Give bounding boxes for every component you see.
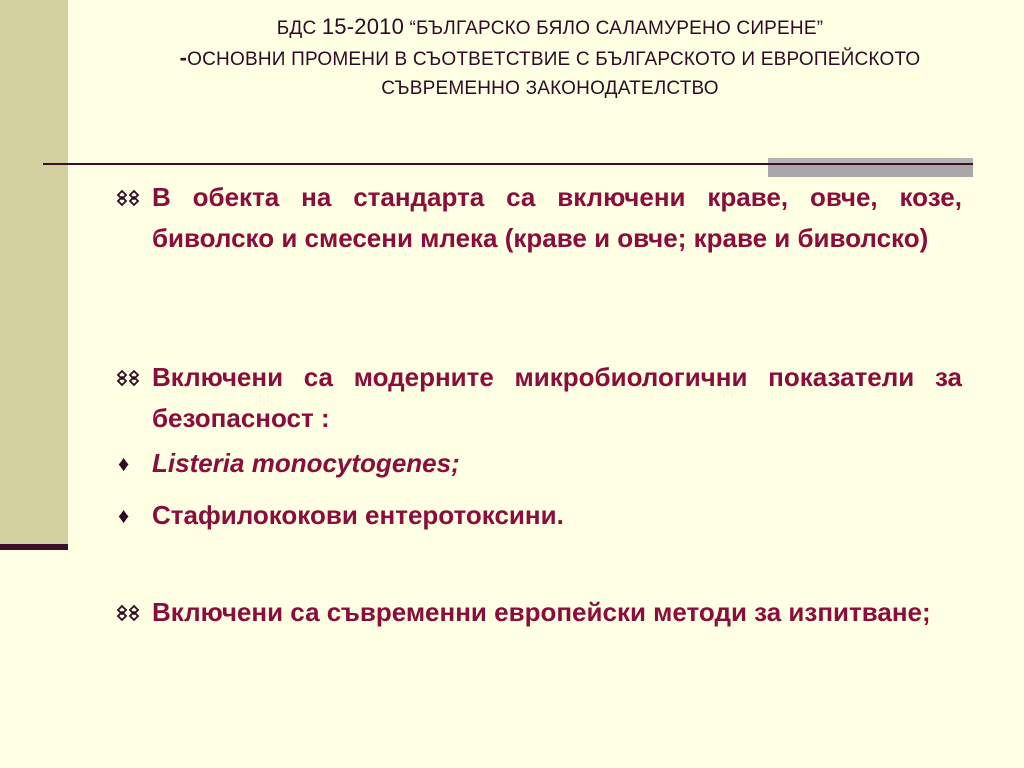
- left-decorative-band: [0, 0, 68, 548]
- title-line-1: [90, 12, 1010, 43]
- bullet-text-3: Listeria monocytogenes;: [152, 448, 460, 478]
- bullet-item-4: [112, 495, 962, 536]
- title-standard-number: 15-2010: [321, 14, 405, 39]
- diamond-icon: ♦: [118, 451, 130, 476]
- divider-gray-bar-bottom: [768, 165, 973, 177]
- bullet-text-5: Включени са съвременни европейски методи за изпитване;: [152, 597, 931, 627]
- bullet-item-2: [112, 357, 962, 439]
- bullet-item-5: [112, 592, 962, 633]
- title-line-2: [90, 43, 1010, 74]
- bullet-text-4: Стафилококови ентеротоксини.: [152, 500, 564, 530]
- title-dash: -: [179, 45, 188, 70]
- title-line-3: СЪВРЕМЕННО ЗАКОНОДАТЕЛСТВО: [381, 78, 719, 99]
- bullet-item-1: [112, 177, 962, 259]
- title-subtitle: ОСНОВНИ ПРОМЕНИ В СЪОТВЕТСТВИЕ С БЪЛГАРСКОТО И ЕВРОПЕЙСКОТО: [187, 49, 921, 70]
- diamond-icon: ♦: [118, 503, 130, 528]
- title-prefix: БДС: [276, 18, 322, 39]
- bullet-text-2: Включени са модерните микробиологични показатели за безопасност :: [152, 362, 962, 433]
- bullet-item-3: [112, 443, 962, 484]
- bullet-text-1: В обекта на стандарта са включени краве, овче, козе, биволско и смесени млека (краве и овче; краве и биволско): [152, 182, 962, 253]
- left-accent-bar: [0, 544, 68, 550]
- divider-gray-bar-top: [768, 158, 973, 163]
- slide-title: [90, 12, 1010, 103]
- title-standard-name: “БЪЛГАРСКО БЯЛО САЛАМУРЕНО СИРЕНЕ”: [404, 18, 824, 39]
